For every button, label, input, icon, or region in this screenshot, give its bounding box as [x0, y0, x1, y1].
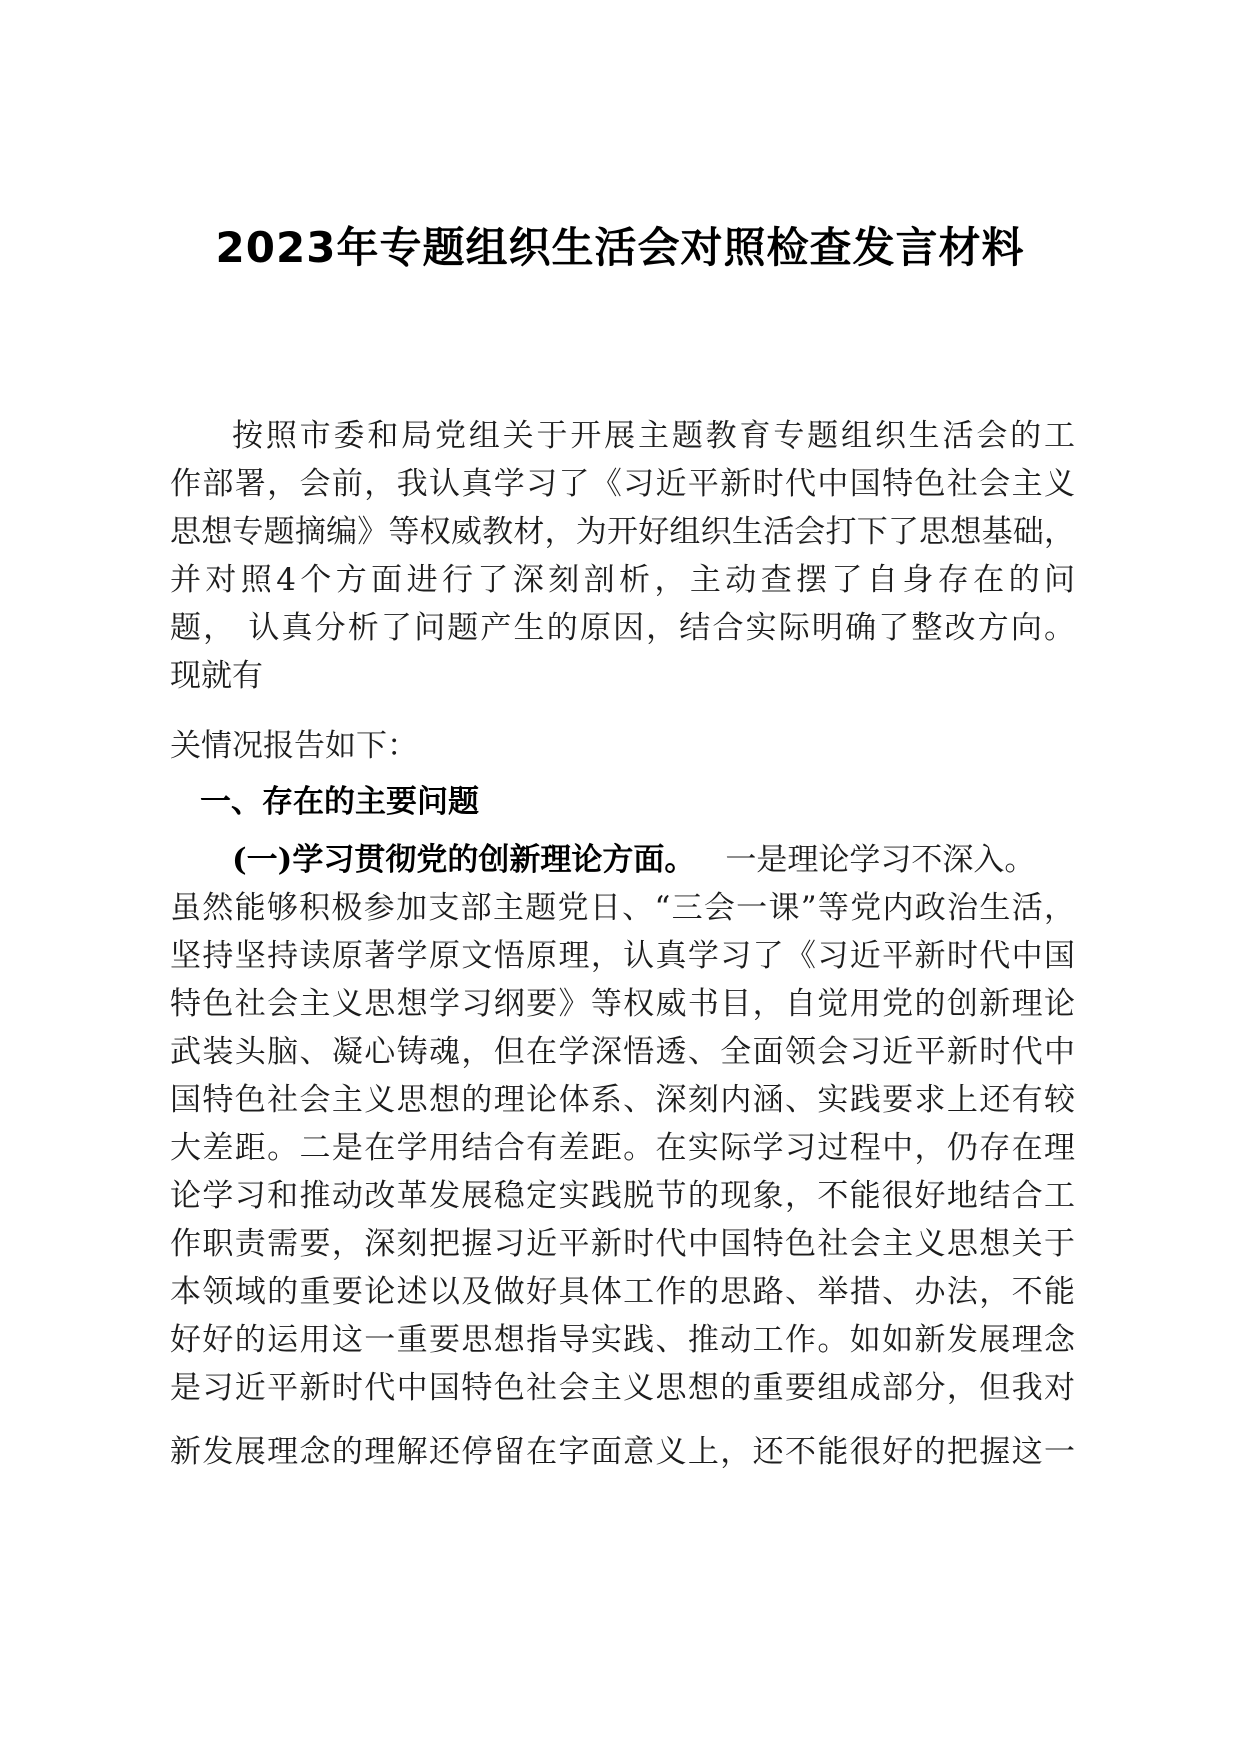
subsection-line-8: 作职责需要，深刻把握习近平新时代中国特色社会主义思想关于	[170, 1226, 1075, 1262]
intro-line-7: 关情况报告如下：	[170, 728, 418, 764]
subsection-line-7: 论学习和推动改革发展稳定实践脱节的现象，不能很好地结合工	[170, 1178, 1075, 1214]
subsection-line-6: 大差距。二是在学用结合有差距。在实际学习过程中，仍存在理	[170, 1130, 1075, 1166]
intro-line-2: 作部署，会前，我认真学习了《习近平新时代中国特色社会主义	[170, 466, 1075, 502]
subsection-line-1: 虽然能够积极参加支部主题党日、“三会一课”等党内政治生活，	[170, 890, 1075, 926]
intro-line-3: 思想专题摘编》等权威教材，为开好组织生活会打下了思想基础，	[170, 514, 1075, 550]
subsection-line-3: 特色社会主义思想学习纲要》等权威书目，自觉用党的创新理论	[170, 986, 1075, 1022]
subsection-first-line-rest: 一是理论学习不深入。	[725, 842, 1036, 878]
section-heading: 一、存在的主要问题	[200, 784, 479, 820]
subsection-line-5: 国特色社会主义思想的理论体系、深刻内涵、实践要求上还有较	[170, 1082, 1075, 1118]
subsection-heading: (一)学习贯彻党的创新理论方面。	[232, 842, 696, 878]
intro-line-1: 按照市委和局党组关于开展主题教育专题组织生活会的工	[232, 418, 1075, 454]
intro-line-6: 现就有	[170, 658, 263, 694]
subsection-line-12: 新发展理念的理解还停留在字面意义上，还不能很好的把握这一	[170, 1434, 1075, 1470]
subsection-line-11: 是习近平新时代中国特色社会主义思想的重要组成部分，但我对	[170, 1370, 1075, 1406]
subsection-line-2: 坚持坚持读原著学原文悟原理，认真学习了《习近平新时代中国	[170, 938, 1075, 974]
subsection-line-9: 本领域的重要论述以及做好具体工作的思路、举措、办法，不能	[170, 1274, 1075, 1310]
intro-line-4: 并对照4个方面进行了深刻剖析，主动查摆了自身存在的问	[170, 562, 1075, 598]
intro-line-5: 题， 认真分析了问题产生的原因，结合实际明确了整改方向。	[170, 610, 1075, 646]
subsection-first-line	[232, 836, 1035, 884]
subsection-line-10: 好好的运用这一重要思想指导实践、推动工作。如如新发展理念	[170, 1322, 1075, 1358]
document-title: 2023年专题组织生活会对照检查发言材料	[215, 223, 1025, 272]
subsection-line-4: 武装头脑、凝心铸魂，但在学深悟透、全面领会习近平新时代中	[170, 1034, 1075, 1070]
